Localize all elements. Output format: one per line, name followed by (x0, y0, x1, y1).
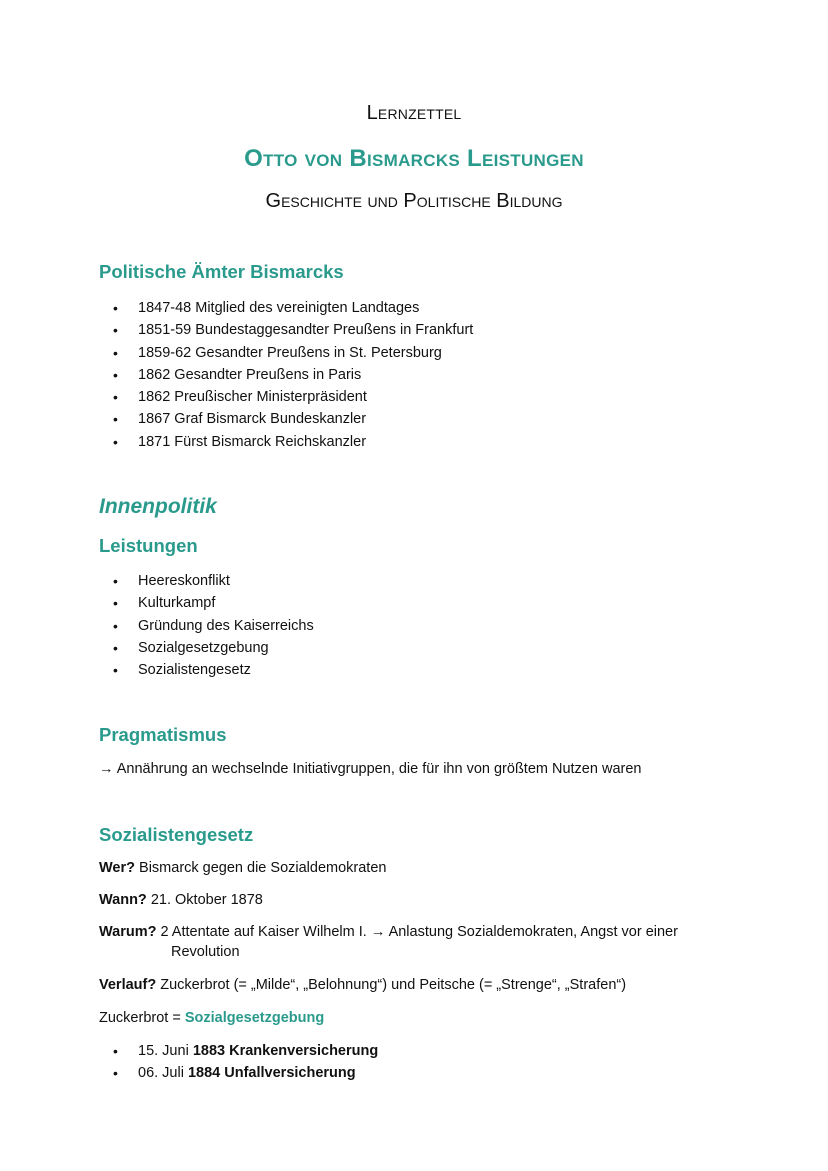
document-subject: Geschichte und Politische Bildung (265, 190, 563, 212)
aemter-heading: Politische Ämter Bismarcks (99, 261, 344, 282)
versicherungen-list (99, 1040, 378, 1085)
document-label: Lernzettel (366, 102, 462, 124)
list-item: • 1862 Preußischer Ministerpräsident (99, 386, 473, 408)
list-item: • 15. Juni 1883 Krankenversicherung (99, 1040, 378, 1062)
list-item: • 1862 Gesandter Preußens in Paris (99, 364, 473, 386)
leistungen-heading: Leistungen (99, 535, 198, 556)
bullet-icon: • (113, 389, 118, 406)
pragmatismus-text: → Annährung an wechselnde Initiativgruppen, die für ihn von größtem Nutzen waren (99, 761, 642, 777)
bullet-icon: • (113, 366, 118, 383)
bullet-icon: • (113, 617, 118, 634)
list-item: • Heereskonflikt (99, 570, 314, 592)
wer-line: Wer? Bismarck gegen die Sozialdemokraten (99, 860, 387, 876)
list-item: • Kulturkampf (99, 592, 314, 614)
bullet-icon: • (113, 573, 118, 589)
document-title: Otto von Bismarcks Leistungen (244, 145, 584, 172)
bullet-icon: • (113, 639, 118, 656)
wer-label: Wer? (99, 860, 135, 876)
wann-line: Wann? 21. Oktober 1878 (99, 892, 263, 908)
bullet-icon: • (113, 344, 118, 361)
zuckerbrot-line: Zuckerbrot = Sozialgesetzgebung (99, 1010, 325, 1026)
bullet-icon: • (113, 322, 118, 339)
bullet-icon: • (113, 595, 118, 612)
list-item: • 1847-48 Mitglied des vereinigten Landtages (99, 297, 473, 319)
bullet-icon: • (113, 411, 118, 428)
list-item: • Gründung des Kaiserreichs (99, 615, 314, 637)
bullet-icon: • (113, 1065, 118, 1082)
bullet-icon: • (113, 662, 118, 679)
list-item: • 1859-62 Gesandter Preußens in St. Petersburg (99, 342, 473, 364)
list-item: • Sozialgesetzgebung (99, 637, 314, 659)
warum-line: Warum? 2 Attentate auf Kaiser Wilhelm I. → Anlastung Sozialdemokraten, Angst vor einer (99, 924, 678, 940)
wann-label: Wann? (99, 892, 147, 908)
list-item: • 1871 Fürst Bismarck Reichskanzler (99, 431, 473, 453)
pragmatismus-heading: Pragmatismus (99, 724, 227, 745)
bullet-icon: • (113, 300, 118, 316)
bullet-icon: • (113, 1043, 118, 1059)
sozialistengesetz-heading: Sozialistengesetz (99, 824, 254, 845)
warum-line-continuation: Revolution (171, 944, 240, 960)
verlauf-label: Verlauf? (99, 977, 157, 993)
list-item: • 1851-59 Bundestaggesandter Preußens in Frankfurt (99, 319, 473, 341)
list-item: • 06. Juli 1884 Unfallversicherung (99, 1062, 378, 1084)
innenpolitik-heading: Innenpolitik (99, 495, 217, 518)
warum-label: Warum? (99, 924, 157, 940)
leistungen-list (99, 570, 314, 681)
verlauf-line: Verlauf? Zuckerbrot (= „Milde“, „Belohnung“) und Peitsche (= „Strenge“, „Strafen“) (99, 977, 627, 993)
zuckerbrot-value: Sozialgesetzgebung (184, 1010, 325, 1026)
list-item: • 1867 Graf Bismarck Bundeskanzler (99, 408, 473, 430)
aemter-list (99, 297, 473, 453)
list-item: • Sozialistengesetz (99, 659, 314, 681)
bullet-icon: • (113, 433, 118, 450)
